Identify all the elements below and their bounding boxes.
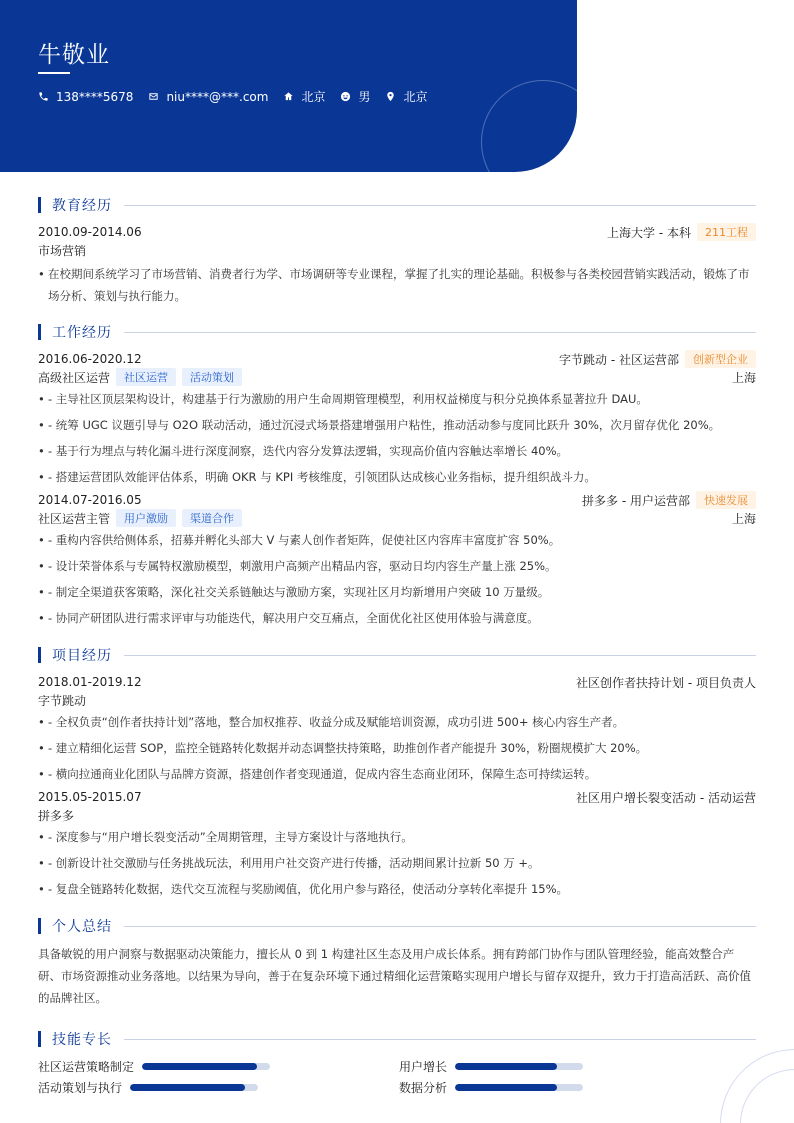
skill-bar-fill (142, 1063, 257, 1070)
work-title: 工作经历 (52, 325, 112, 341)
education-major: 市场营销 (38, 243, 87, 258)
job-tag: 创新型企业 (685, 350, 756, 368)
section-bar (38, 918, 41, 934)
skill-name: 用户增长 (399, 1060, 448, 1074)
contact-gender (340, 88, 370, 105)
skill-item (399, 1079, 583, 1096)
section-title (38, 917, 756, 935)
list-item: • - 重构内容供给侧体系，招募并孵化头部大 V 与素人创作者矩阵，促使社区内容库丰富度扩容 50%。 (38, 527, 756, 553)
section-bar (38, 197, 41, 213)
job-header-row (38, 491, 756, 509)
skill-tag: 用户激励 (116, 509, 176, 527)
candidate-name: 牛敬业 (38, 42, 110, 68)
job-bullets (38, 527, 756, 631)
skill-tag: 社区运营 (116, 368, 176, 386)
skill-name: 数据分析 (399, 1081, 448, 1095)
skills-section (38, 1030, 756, 1048)
education-section (38, 196, 756, 307)
phone-text: 138****5678 (56, 89, 134, 104)
section-title (38, 196, 756, 214)
section-divider (124, 1039, 756, 1040)
job-position-row (38, 368, 756, 386)
skill-name: 活动策划与执行 (38, 1081, 123, 1095)
skill-item (38, 1079, 258, 1096)
summary-section (38, 917, 756, 1009)
projects-title: 项目经历 (52, 648, 112, 664)
job-header-row (38, 350, 756, 368)
phone-icon (38, 91, 49, 102)
section-divider (124, 332, 756, 333)
job-position: 高级社区运营 (38, 370, 111, 385)
project-bullets (38, 709, 756, 787)
section-title (38, 323, 756, 341)
list-item: • 在校期间系统学习了市场营销、消费者行为学、市场调研等专业课程，掌握了扎实的理论基础。积极参与各类校园营销实践活动，锻炼了市场分析、策划与执行能力。 (38, 263, 756, 307)
job-city: 上海 (731, 370, 756, 385)
section-divider (124, 205, 756, 206)
education-school: 上海大学 - 本科 (607, 225, 691, 240)
location-text: 北京 (403, 90, 428, 104)
list-item: • - 搭建运营团队效能评估体系，明确 OKR 与 KPI 考核维度，引领团队达成核心业务指标，提升组织战斗力。 (38, 464, 756, 490)
gender-icon (340, 91, 351, 102)
project-name: 社区用户增长裂变活动 - 活动运营 (576, 790, 756, 805)
education-tag: 211工程 (697, 223, 756, 241)
project-date: 2018.01-2019.12 (38, 675, 142, 689)
project-org-row (38, 691, 756, 709)
skill-bar (455, 1084, 583, 1091)
job-tag: 快速发展 (696, 491, 756, 509)
job-position: 社区运营主管 (38, 511, 111, 526)
list-item: • - 设计荣誉体系与专属特权激励模型，刺激用户高频产出精品内容，驱动日均内容生产量上涨 25%。 (38, 553, 756, 579)
job-date: 2014.07-2016.05 (38, 493, 142, 507)
list-item: • - 深度参与“用户增长裂变活动”全周期管理，主导方案设计与落地执行。 (38, 824, 756, 850)
section-bar (38, 1031, 41, 1047)
mail-icon (148, 91, 159, 102)
skill-bar-fill (130, 1084, 245, 1091)
hometown-text: 北京 (301, 90, 326, 104)
skill-bar-fill (455, 1063, 557, 1070)
contact-location (385, 88, 427, 105)
list-item: • - 横向拉通商业化团队与品牌方资源，搭建创作者变现通道，促成内容生态商业闭环，保障生态可持续运转。 (38, 761, 756, 787)
education-date: 2010.09-2014.06 (38, 225, 142, 239)
list-item: • - 制定全渠道获客策略，深化社交关系链触达与激励方案，实现社区月均新增用户突破 10 万量级。 (38, 579, 756, 605)
project-org-row (38, 806, 756, 824)
section-title (38, 1030, 756, 1048)
education-title: 教育经历 (52, 198, 112, 214)
project-entry (38, 788, 756, 902)
job-company: 字节跳动 - 社区运营部 (559, 352, 679, 367)
list-item: • - 全权负责“创作者扶持计划”落地，整合加权推荐、收益分成及赋能培训资源，成功引进 500+ 核心内容生产者。 (38, 709, 756, 735)
job-position-row (38, 509, 756, 527)
job-entry (38, 491, 756, 631)
skill-item (38, 1058, 270, 1075)
summary-title: 个人总结 (52, 919, 112, 935)
projects-section (38, 646, 756, 902)
education-major-row (38, 241, 756, 259)
contact-phone (38, 90, 133, 104)
section-bar (38, 324, 41, 340)
skill-bar (130, 1084, 258, 1091)
skills-title: 技能专长 (52, 1032, 112, 1048)
job-company: 拼多多 - 用户运营部 (582, 493, 690, 508)
gender-text: 男 (358, 90, 371, 104)
project-bullets (38, 824, 756, 902)
skill-tag: 渠道合作 (182, 509, 242, 527)
contact-email (148, 90, 268, 104)
project-entry (38, 673, 756, 787)
job-date: 2016.06-2020.12 (38, 352, 142, 366)
email-text: niu****@***.com (166, 89, 269, 104)
resume-header (0, 0, 577, 172)
project-org: 字节跳动 (38, 693, 87, 708)
list-item: • - 建立精细化运营 SOP，监控全链路转化数据并动态调整扶持策略，助推创作者产能提升 30%，粉圈规模扩大 20%。 (38, 735, 756, 761)
skill-bar (142, 1063, 270, 1070)
project-name: 社区创作者扶持计划 - 项目负责人 (576, 675, 756, 690)
project-date: 2015.05-2015.07 (38, 790, 142, 804)
name-underline (38, 72, 70, 74)
skill-bar-fill (455, 1084, 557, 1091)
header-decor-circle (481, 80, 577, 172)
section-bar (38, 647, 41, 663)
section-divider (124, 655, 756, 656)
list-item: • - 主导社区顶层架构设计，构建基于行为激励的用户生命周期管理模型，利用权益梯度与积分兑换体系显著拉升 DAU。 (38, 386, 756, 412)
skill-item (399, 1058, 583, 1075)
job-entry (38, 350, 756, 490)
list-item: • - 统筹 UGC 议题引导与 O2O 联动活动，通过沉浸式场景搭建增强用户粘性，推动活动参与度同比跃升 30%，次月留存优化 20%。 (38, 412, 756, 438)
location-icon (385, 91, 396, 102)
project-header-row (38, 788, 756, 806)
job-city: 上海 (731, 511, 756, 526)
project-header-row (38, 673, 756, 691)
education-header-row (38, 223, 756, 241)
contact-hometown (283, 88, 325, 105)
list-item: • - 复盘全链路转化数据，迭代交互流程与奖励阈值，优化用户参与路径，使活动分享转化率提升 15%。 (38, 876, 756, 902)
education-bullets (38, 263, 756, 307)
list-item: • - 协同产研团队进行需求评审与功能迭代，解决用户交互痛点，全面优化社区使用体验与满意度。 (38, 605, 756, 631)
list-item: • - 创新设计社交激励与任务挑战玩法，利用用户社交资产进行传播，活动期间累计拉新 50 万 +。 (38, 850, 756, 876)
section-title (38, 646, 756, 664)
summary-text: 具备敏锐的用户洞察与数据驱动决策能力，擅长从 0 到 1 构建社区生态及用户成长体系。拥有跨部门协作与团队管理经验，能高效整合产研、市场资源推动业务落地。以结果为导向，善于在复杂环境下通过精细化运营策略实现用户增长与留存双提升，致力于打造高活跃、高价值的品牌社区。 (38, 947, 751, 1005)
job-bullets (38, 386, 756, 490)
project-org: 拼多多 (38, 808, 75, 823)
contact-info (38, 88, 443, 105)
work-section (38, 323, 756, 631)
skill-bar (455, 1063, 583, 1070)
list-item: • - 基于行为埋点与转化漏斗进行深度洞察，迭代内容分发算法逻辑，实现高价值内容触达率增长 40%。 (38, 438, 756, 464)
home-icon (283, 91, 294, 102)
skill-tag: 活动策划 (182, 368, 242, 386)
skill-name: 社区运营策略制定 (38, 1060, 135, 1074)
section-divider (124, 926, 756, 927)
